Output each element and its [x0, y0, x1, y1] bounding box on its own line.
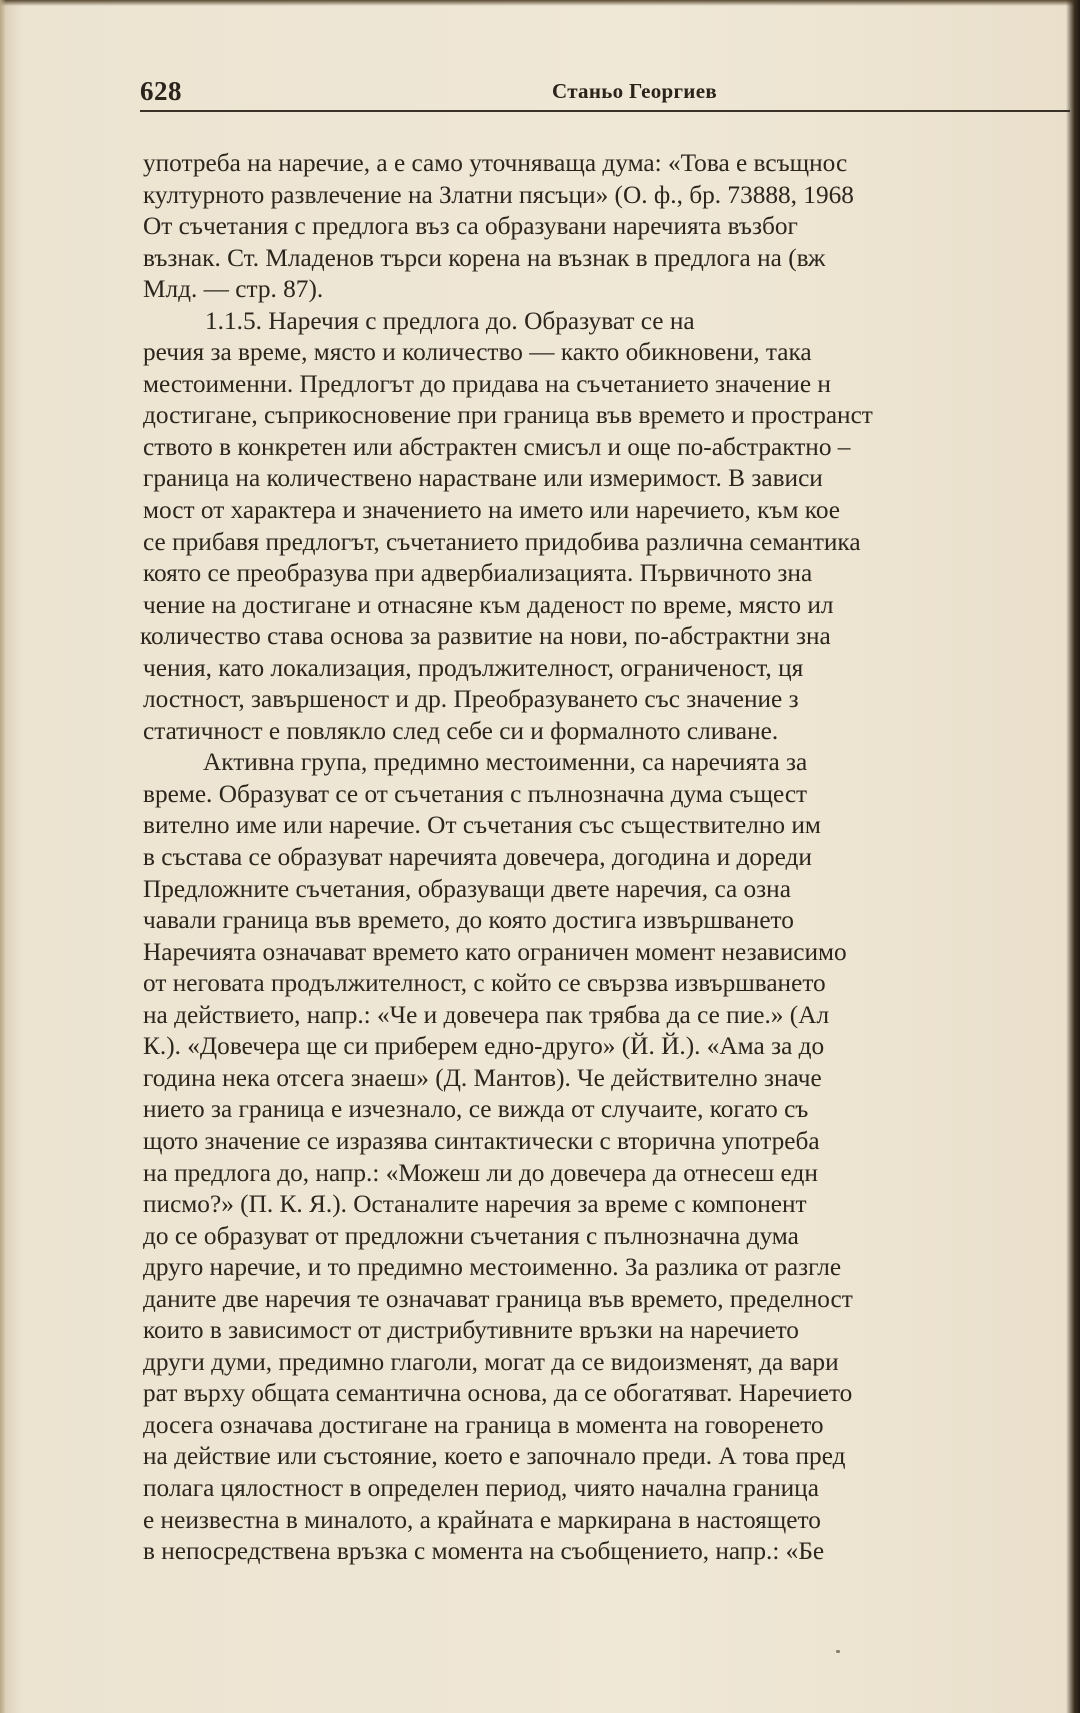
text-line: е неизвестна в миналото, а крайната е маркирана в настоящето	[143, 1505, 821, 1534]
text-line: която се преобразува при адвербиализацията. Първичното зна	[143, 559, 813, 588]
text-line: чения, като локализация, продължителност, ограниченост, ця	[143, 653, 804, 682]
text-line: 1.1.5. Наречия с предлога до. Образуват се на	[205, 306, 695, 335]
text-line: Активна група, предимно местоименни, са наречията за	[203, 748, 808, 777]
text-line: време. Образуват се от съчетания с пълнозначна дума същест	[143, 779, 808, 808]
text-line: се прибавя предлогът, съчетанието придобива различна семантика	[143, 527, 861, 556]
text-line: до се образуват от предложни съчетания с пълнозначна дума	[143, 1221, 799, 1250]
page-left-edge	[0, 0, 6, 1713]
text-line: полага цялостност в определен период, чиято начална граница	[143, 1473, 819, 1502]
page-number: 628	[140, 76, 182, 106]
text-line: в непосредствена връзка с момента на съобщението, напр.: «Бе	[143, 1537, 825, 1566]
running-head: Станьо Георгиев	[552, 79, 717, 103]
text-line: чавали граница във времето, до която достига извършването	[143, 906, 794, 935]
text-line: От съчетания с предлога въз са образувани наречията възбог	[143, 212, 798, 241]
text-line: достигане, съприкосновение при граница във времето и пространст	[143, 401, 873, 430]
text-line: година нека отсега знаеш» (Д. Мантов). Че действително значе	[143, 1063, 822, 1092]
text-line: нието за граница е изчезнало, се вижда от случаите, когато съ	[143, 1095, 809, 1124]
text-line: Наречията означават времето като ограничен момент независимо	[143, 937, 847, 966]
text-line: рат върху общата семантична основа, да се обогатяват. Наречието	[143, 1379, 853, 1408]
text-line: досега означава достигане на граница в момента на говоренето	[143, 1410, 824, 1439]
text-line: които в зависимост от дистрибутивните връзки на наречието	[143, 1316, 799, 1345]
text-line: речия за време, място и количество — както обикновени, така	[143, 338, 812, 367]
text-line: К.). «Довечера ще си приберем едно-друго» (Й. Й.). «Ама за до	[143, 1032, 825, 1061]
text-line: Млд. — стр. 87).	[143, 275, 324, 304]
text-line: други думи, предимно глаголи, могат да се видоизменят, да вари	[143, 1347, 839, 1376]
text-line: културното развлечение на Златни пясъци» (О. ф., бр. 73888, 1968	[143, 180, 854, 209]
text-line: местоименни. Предлогът до придава на съчетанието значение н	[143, 369, 831, 398]
text-line: ството в конкретен или абстрактен смисъл и още по-абстрактно –	[143, 432, 851, 461]
text-line: граница на количествено нарастване или измеримост. В зависи	[143, 464, 823, 493]
text-line: количество става основа за развитие на нови, по-абстрактни зна	[140, 622, 831, 651]
text-line: мост от характера и значението на името или наречието, към кое	[143, 496, 840, 525]
text-line: употреба на наречие, а е само уточняваща дума: «Това е всъщнос	[143, 149, 848, 177]
text-line: Предложните съчетания, образуващи двете наречия, са озна	[143, 874, 791, 903]
text-line: на действие или състояние, което е започнало преди. А това пред	[143, 1442, 846, 1471]
text-line: от неговата продължителност, с който се свързва извършването	[143, 969, 826, 998]
text-line: друго наречие, и то предимно местоименно. За разлика от разгле	[143, 1253, 842, 1282]
page-header	[140, 70, 1070, 110]
text-line: на предлога до, напр.: «Можеш ли до довечера да отнесеш едн	[143, 1158, 818, 1187]
page-top-shadow	[0, 0, 1080, 6]
text-line: чение на достигане и отнасяне към даденост по време, място ил	[143, 590, 834, 619]
text-line: на действието, напр.: «Че и довечера пак трябва да се пие.» (Ал	[143, 1000, 830, 1029]
text-line: възнак. Ст. Младенов търси корена на възнак в предлога на (вж	[143, 243, 826, 272]
header-rule	[140, 110, 1070, 112]
text-line: вително име или наречие. От съчетания със съществително им	[143, 811, 821, 840]
text-line: статичност е повлякло след себе си и формалното сливане.	[143, 716, 779, 745]
print-speck	[836, 1650, 840, 1653]
text-line: лостност, завършеност и др. Преобразуването със значение з	[143, 685, 799, 714]
text-line: щото значение се изразява синтактически с вторична употреба	[143, 1126, 820, 1155]
body-text	[140, 148, 1073, 1568]
text-line: даните две наречия те означават граница във времето, пределност	[143, 1284, 853, 1313]
text-line: в състава се образуват наречията довечера, догодина и дореди	[143, 843, 812, 872]
text-line: писмо?» (П. К. Я.). Останалите наречия за време с компонент	[143, 1190, 807, 1219]
